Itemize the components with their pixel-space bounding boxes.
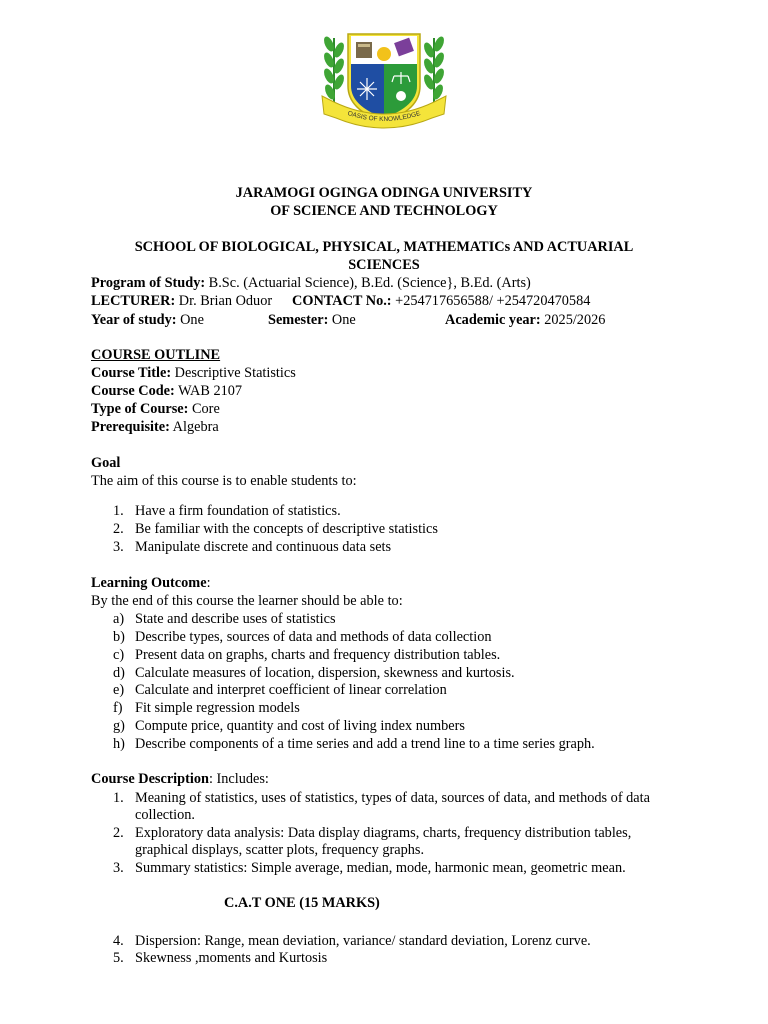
course-description-heading: Course Description: Includes: — [91, 771, 269, 787]
goal-heading: Goal — [91, 455, 121, 471]
university-name-line1: JARAMOGI OGINGA ODINGA UNIVERSITY — [235, 185, 533, 201]
course-type: Type of Course: Core — [91, 401, 220, 417]
learning-outcome-intro: By the end of this course the learner should be able to: — [91, 593, 403, 609]
list-item-number: 3. — [113, 539, 124, 555]
lecturer: LECTURER: Dr. Brian Oduor — [91, 293, 273, 309]
list-item-number: a) — [113, 611, 125, 627]
list-item: Dispersion: Range, mean deviation, variance/ standard deviation, Lorenz curve. — [135, 933, 591, 949]
list-item: Manipulate discrete and continuous data sets — [135, 539, 392, 555]
university-crest-logo — [320, 26, 448, 134]
list-item: Have a firm foundation of statistics. — [135, 503, 341, 519]
list-item: Calculate and interpret coefficient of linear correlation — [135, 682, 447, 698]
list-item-number: f) — [113, 700, 123, 716]
right-laurel-icon — [422, 35, 446, 106]
list-item-number: 1. — [113, 503, 124, 519]
list-item-number: d) — [113, 665, 125, 681]
list-item-number: g) — [113, 718, 125, 734]
list-item-number: 4. — [113, 933, 124, 949]
list-item: Describe types, sources of data and methods of data collection — [135, 629, 492, 645]
university-name-line2: OF SCIENCE AND TECHNOLOGY — [270, 203, 498, 219]
contact-number: CONTACT No.: +254717656588/ +254720470584 — [292, 293, 591, 309]
list-item-number: e) — [113, 682, 125, 698]
semester: Semester: One — [268, 312, 356, 328]
school-name-line1: SCHOOL OF BIOLOGICAL, PHYSICAL, MATHEMATICs AND ACTUARIAL — [134, 239, 634, 255]
list-item: Summary statistics: Simple average, median, mode, harmonic mean, geometric mean. — [135, 860, 626, 876]
cat-one-heading: C.A.T ONE (15 MARKS) — [224, 895, 380, 911]
list-item: Exploratory data analysis: Data display diagrams, charts, frequency distribution tables, — [135, 825, 632, 841]
list-item-number: 2. — [113, 825, 124, 841]
list-item-number: c) — [113, 647, 125, 663]
list-item: Compute price, quantity and cost of living index numbers — [135, 718, 465, 734]
program-of-study: Program of Study: B.Sc. (Actuarial Science), B.Ed. (Science}, B.Ed. (Arts) — [91, 275, 531, 291]
year-of-study: Year of study: One — [91, 312, 204, 328]
list-item: Be familiar with the concepts of descriptive statistics — [135, 521, 438, 537]
goal-intro: The aim of this course is to enable students to: — [91, 473, 357, 489]
course-title: Course Title: Descriptive Statistics — [91, 365, 296, 381]
list-item: State and describe uses of statistics — [135, 611, 336, 627]
course-outline-heading: COURSE OUTLINE — [91, 347, 221, 363]
list-item-number: h) — [113, 736, 125, 752]
learning-outcome-heading: Learning Outcome: — [91, 575, 211, 591]
list-item: Calculate measures of location, dispersion, skewness and kurtosis. — [135, 665, 515, 681]
list-item-number: 3. — [113, 860, 124, 876]
list-item: Skewness ,moments and Kurtosis — [135, 950, 328, 966]
motto-text: OASIS OF KNOWLEDGE — [346, 109, 422, 124]
list-item-number: 1. — [113, 790, 124, 806]
left-laurel-icon — [322, 35, 346, 106]
course-code: Course Code: WAB 2107 — [91, 383, 243, 399]
list-item-continuation: graphical displays, scatter plots, frequency graphs. — [135, 842, 425, 858]
prerequisite: Prerequisite: Algebra — [91, 419, 219, 435]
list-item-continuation: collection. — [135, 807, 195, 823]
list-item: Describe components of a time series and add a trend line to a time series graph. — [135, 736, 595, 752]
list-item: Meaning of statistics, uses of statistics, types of data, sources of data, and methods of data — [135, 790, 650, 806]
shield-icon — [348, 34, 420, 122]
list-item-number: b) — [113, 629, 125, 645]
school-name-line2: SCIENCES — [348, 257, 420, 273]
list-item: Fit simple regression models — [135, 700, 300, 716]
list-item-number: 5. — [113, 950, 124, 966]
academic-year: Academic year: 2025/2026 — [445, 312, 606, 328]
list-item-number: 2. — [113, 521, 124, 537]
list-item: Present data on graphs, charts and frequency distribution tables. — [135, 647, 501, 663]
